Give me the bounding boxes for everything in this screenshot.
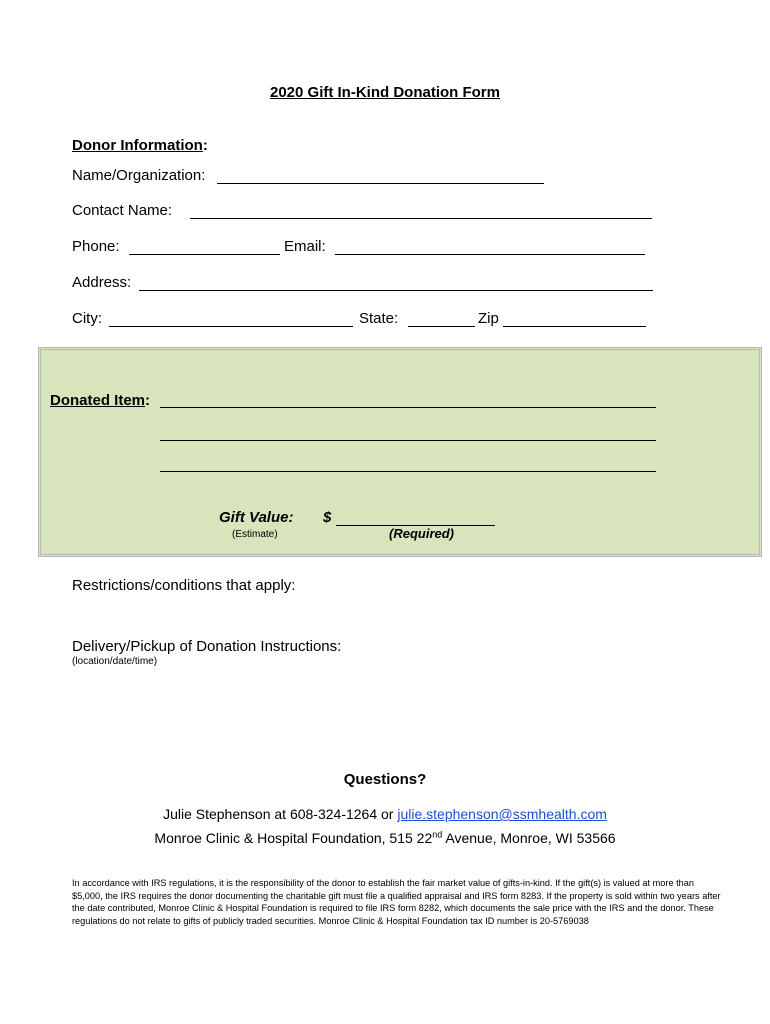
email-field[interactable] (335, 254, 645, 255)
donor-section-heading (72, 137, 208, 155)
donated-item-field-2[interactable] (160, 440, 656, 441)
state-field[interactable] (408, 326, 475, 327)
questions-contact-line (0, 806, 770, 822)
address-suffix: Avenue, Monroe, WI 53566 (442, 830, 616, 846)
donated-item-heading (50, 392, 150, 410)
foundation-address-line (0, 830, 770, 846)
state-label: State: (359, 310, 399, 327)
city-field[interactable] (109, 326, 353, 327)
phone-label: Phone: (72, 238, 120, 255)
donated-heading-colon: : (145, 392, 151, 409)
address-label: Address: (72, 274, 132, 291)
donated-item-field-1[interactable] (160, 407, 656, 408)
name-organization-label: Name/Organization: (72, 167, 206, 184)
irs-disclaimer: In accordance with IRS regulations, it is the responsibility of the donor to establish the fair market value of gifts-in-kind. If the gift(s) is valued at more than $5,000, the IRS requires the donor documenting the charitable gift must file a qualified appraisal and IRS form 8283. If the property is sold within two years after the date contributed, Monroe Clinic & Hospital Foundation is required to file IRS form 8282, which documents the sale price with the IRS and the donor. These regulations do not relate to gifts of publicly traded securities. Monroe Clinic & Hospital Foundation tax ID number is 20-5769038 (72, 878, 721, 926)
gift-value-label: Gift Value: (219, 509, 294, 526)
form-title: 2020 Gift In-Kind Donation Form (269, 84, 500, 101)
delivery-label: Delivery/Pickup of Donation Instructions: (72, 638, 342, 655)
zip-label: Zip (478, 310, 499, 327)
zip-field[interactable] (503, 326, 646, 327)
contact-name-label: Contact Name: (72, 202, 173, 219)
name-organization-field[interactable] (217, 183, 544, 184)
donated-item-field-3[interactable] (160, 471, 656, 472)
contact-name-field[interactable] (190, 218, 652, 219)
dollar-sign: $ (323, 509, 332, 526)
questions-heading: Questions? (343, 771, 427, 788)
address-prefix: Monroe Clinic & Hospital Foundation, 515 22 (154, 830, 433, 846)
phone-field[interactable] (129, 254, 280, 255)
contact-email-link[interactable]: julie.stephenson@ssmhealth.com (397, 806, 607, 822)
donor-heading-text: Donor Information (72, 137, 203, 154)
estimate-note: (Estimate) (232, 529, 278, 540)
address-ordinal-suffix: nd (432, 829, 443, 840)
contact-prefix: Julie Stephenson at 608-324-1264 or (163, 806, 398, 822)
city-label: City: (72, 310, 102, 327)
donated-heading-text: Donated Item (50, 392, 146, 409)
delivery-sub-label: (location/date/time) (72, 656, 158, 667)
required-note: (Required) (389, 526, 454, 541)
donor-heading-colon: : (202, 137, 208, 154)
email-label: Email: (284, 238, 326, 255)
restrictions-label: Restrictions/conditions that apply: (72, 577, 296, 594)
address-field[interactable] (139, 290, 653, 291)
